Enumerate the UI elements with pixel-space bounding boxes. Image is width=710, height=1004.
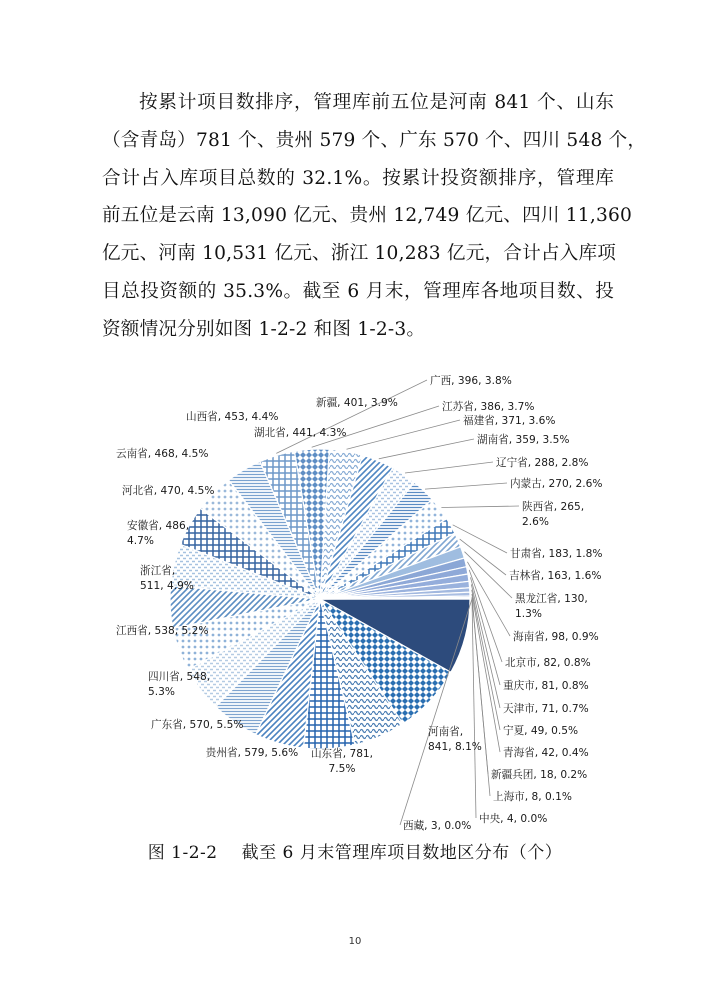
- figure-number: 图 1-2-2: [147, 843, 218, 863]
- leader-line: [379, 439, 474, 459]
- figure-title: 截至 6 月末管理库项目数地区分布（个）: [241, 843, 563, 863]
- pie-slice-label: 内蒙古, 270, 2.6%: [510, 478, 603, 490]
- paragraph-line: 亿元、河南 10,531 亿元、浙江 10,283 亿元，合计占入库项: [102, 243, 617, 265]
- pie-slice-label: 重庆市, 81, 0.8%: [503, 680, 589, 692]
- pie-slice-label: 陕西省, 265, 2.6%: [522, 501, 585, 528]
- pie-chart: [0, 362, 710, 832]
- pie-slice-label: 青海省, 42, 0.4%: [503, 747, 589, 759]
- pie-slice-label: 贵州省, 579, 5.6%: [205, 747, 299, 759]
- pie-slice-label: 湖南省, 359, 3.5%: [477, 434, 570, 446]
- pie-slice-label: 新疆兵团, 18, 0.2%: [491, 769, 588, 781]
- pie-slice-label: 广东省, 570, 5.5%: [151, 719, 244, 731]
- leader-line: [347, 420, 461, 449]
- pie-slice-label: 浙江省, 511, 4.9%: [140, 565, 194, 592]
- pie-slice-label: 福建省, 371, 3.6%: [463, 415, 556, 427]
- pie-slice-label: 山东省, 781, 7.5%: [310, 748, 374, 775]
- pie-slice-label: 四川省, 548, 5.3%: [148, 671, 211, 698]
- pie-slice-label: 云南省, 468, 4.5%: [116, 448, 209, 460]
- pie-slice-label: 新疆, 401, 3.9%: [316, 397, 398, 409]
- pie-slice-label: 安徽省, 486, 4.7%: [127, 520, 190, 547]
- paragraph-line: 前五位是云南 13,090 亿元、贵州 12,749 亿元、四川 11,360: [102, 205, 633, 227]
- leader-line: [471, 584, 500, 708]
- pie-slice-label: 湖北省, 441, 4.3%: [254, 427, 347, 439]
- pie-slice-label: 江苏省, 386, 3.7%: [442, 401, 535, 413]
- pie-slice-label: 上海市, 8, 0.1%: [493, 791, 572, 803]
- pie-slice-label: 江西省, 538, 5.2%: [116, 625, 209, 637]
- pie-slice-label: 黑龙江省, 130, 1.3%: [515, 593, 588, 620]
- paragraph-line: 按累计项目数排序，管理库前五位是河南 841 个、山东: [139, 92, 614, 113]
- pie-slice-label: 河北省, 470, 4.5%: [122, 485, 215, 497]
- pie-slice-label: 宁夏, 49, 0.5%: [503, 725, 579, 737]
- paragraph-line: 目总投资额的 35.3%。截至 6 月末，管理库各地项目数、投: [102, 280, 614, 302]
- body-paragraph: [102, 84, 647, 349]
- leader-line: [441, 506, 519, 508]
- pie-slice-label: 辽宁省, 288, 2.8%: [496, 457, 589, 469]
- pie-slice-label: 西藏, 3, 0.0%: [403, 820, 472, 832]
- pie-slice-label: 海南省, 98, 0.9%: [513, 631, 599, 643]
- leader-line: [405, 462, 493, 473]
- paragraph-line: 合计占入库项目总数的 32.1%。按累计投资额排序，管理库: [102, 167, 614, 189]
- pie-slice-label: 中央, 4, 0.0%: [479, 813, 548, 825]
- pie-slice-label: 广西, 396, 3.8%: [430, 375, 512, 387]
- paragraph-line: 资额情况分别如图 1-2-2 和图 1-2-3。: [102, 318, 426, 340]
- pie-slice-label: 北京市, 82, 0.8%: [505, 657, 591, 669]
- figure-caption: [0, 838, 710, 863]
- leader-line: [425, 483, 507, 489]
- pie-slice-label: 天津市, 71, 0.7%: [503, 703, 589, 715]
- pie-slice-label: 山西省, 453, 4.4%: [186, 411, 279, 423]
- pie-slice-label: 河南省, 841, 8.1%: [428, 726, 482, 753]
- leader-line: [276, 380, 427, 453]
- pie-slice-label: 吉林省, 163, 1.6%: [509, 570, 602, 582]
- paragraph-line: （含青岛）781 个、贵州 579 个、广东 570 个、四川 548 个，: [102, 129, 647, 151]
- page-number: 10: [348, 936, 362, 947]
- pie-slice-label: 甘肃省, 183, 1.8%: [510, 548, 603, 560]
